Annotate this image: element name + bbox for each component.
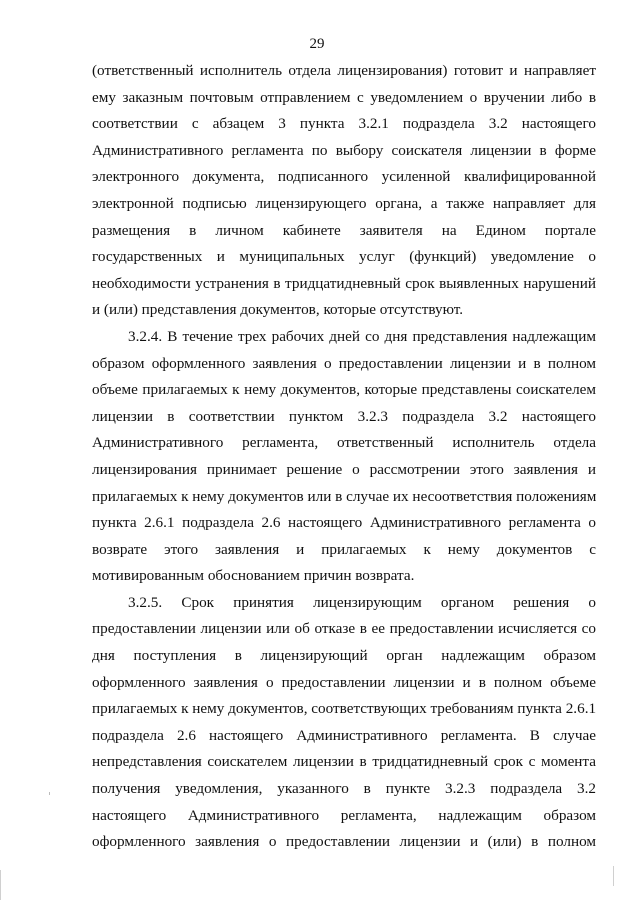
text-line: возврате этого заявления и прилагаемых к нему документов с [92, 540, 596, 558]
text-line: объеме прилагаемых к нему документов, которые представлены соискателем [92, 381, 596, 399]
text-line: непредставления соискателем лицензии в тридцатидневный срок с момента [92, 753, 596, 771]
text-line: лицензии в соответствии пунктом 3.2.3 подраздела 3.2 настоящего [92, 407, 596, 425]
text-line: 3.2.4. В течение трех рабочих дней со дня представления надлежащим [128, 327, 596, 345]
paragraph-continuation [92, 58, 596, 324]
text-line: (ответственный исполнитель отдела лицензирования) готовит и направляет [92, 62, 596, 79]
text-line: электронного документа, подписанного усиленной квалифицированной [92, 168, 596, 186]
text-line: образом оформленного заявления о предоставлении лицензии и в полном [92, 354, 596, 372]
text-line: прилагаемых к нему документов, соответствующих требованиям пункта 2.6.1 [92, 700, 597, 718]
text-line: 3.2.5. Срок принятия лицензирующим органом решения о [128, 593, 596, 611]
scan-speck [49, 792, 50, 795]
text-line: оформленного заявления о предоставлении лицензии и (или) в полном [92, 833, 596, 851]
text-line: электронной подписью лицензирующего органа, а также направляет для [92, 194, 596, 212]
text-line: лицензирования принимает решение о рассмотрении этого заявления и [92, 460, 596, 478]
text-line: настоящего Административного регламента, надлежащим образом [92, 806, 596, 824]
document-body [92, 58, 596, 856]
text-line: прилагаемых к нему документов или в случае их несоответствия положениям [92, 487, 597, 505]
text-line: предоставлении лицензии или об отказе в ее предоставлении исчисляется со [92, 620, 596, 638]
paragraph-3-2-5 [92, 590, 596, 856]
text-line: оформленного заявления о предоставлении лицензии и в полном объеме [92, 673, 596, 691]
text-line: и (или) представления документов, которые отсутствуют. [92, 301, 464, 319]
text-line: пункта 2.6.1 подраздела 2.6 настоящего Административного регламента о [92, 514, 596, 532]
text-line: соответствии с абзацем 3 пункта 3.2.1 подраздела 3.2 настоящего [92, 115, 596, 133]
paragraph-3-2-4 [92, 324, 596, 590]
page-number: 29 [309, 36, 325, 52]
text-line: ему заказным почтовым отправлением с уведомлением о вручении либо в [92, 88, 596, 106]
scan-speck [613, 866, 614, 886]
text-line: дня поступления в лицензирующий орган надлежащим образом [92, 647, 596, 665]
text-line: размещения в личном кабинете заявителя на Едином портале [92, 221, 596, 239]
text-line: мотивированным обоснованием причин возврата. [92, 567, 415, 585]
text-line: подраздела 2.6 настоящего Административного регламента. В случае [92, 726, 596, 744]
text-line: получения уведомления, указанного в пункте 3.2.3 подраздела 3.2 [92, 780, 596, 798]
text-line: Административного регламента по выбору соискателя лицензии в форме [92, 141, 596, 159]
text-line: необходимости устранения в тридцатидневный срок выявленных нарушений [92, 274, 596, 292]
text-line: государственных и муниципальных услуг (функций) уведомление о [92, 248, 596, 266]
text-line: Административного регламента, ответственный исполнитель отдела [92, 434, 596, 452]
scan-edge [0, 870, 1, 900]
